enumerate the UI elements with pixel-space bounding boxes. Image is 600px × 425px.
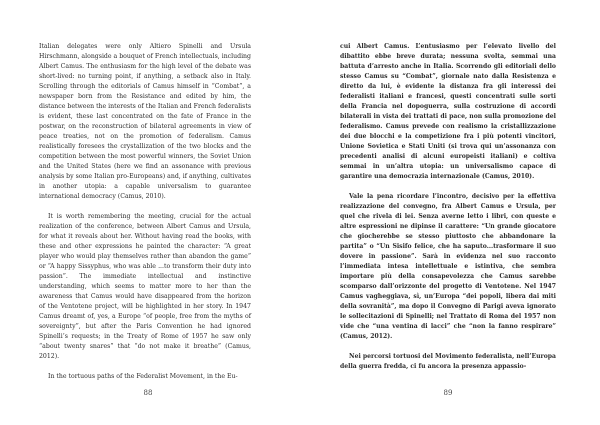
left-paragraph-2: It is worth remembering the meeting, crucial for the actual realization of the conference, between Albert Camus and Ursula, for what it reveals about her. Without having read the books, with these and other expressions he painted the character: “A great player who would play themselves rather than abandon the game” or “A happy Sissyphus, who was able ...to transform their duty into passion”. The immediate intellectual and instinctive understanding, which seems to matter more to her than the awareness that Camus would have disappeared from the horizon of the Ventotene project, will be highlighted in her story. In 1947 Camus dreamt of, yes, a Europe “of people, free from the myths of sovereignty”, but after the Paris Convention he had ignored Spinelli’s requests; in the Treaty of Rome of 1957 he saw only “about twenty snares” that “do not make it breathe” (Camus, 2012). (39, 213, 251, 360)
right-paragraph-1: cui Albert Camus. L’entusiasmo per l’elevato livello del dibattito ebbe breve durata; nessuna svolta, semmai una battuta d’arresto anche in Italia. Scorrendo gli editoriali dello stesso Camus su “Combat”, giornale nato dalla Resistenza e diretto da lui, è evidente la distanza fra gli interessi dei federalisti italiani e francesi, questi concentrati sulle sorti della Francia nel dopoguerra, sulla costruzione di accordi bilaterali in vista dei trattati di pace, non sulla promozione del federalismo. Camus prevede con realismo la cristallizzazione dei due blocchi e la competizione fra i più potenti vincitori, Unione Sovietica e Stati Uniti (si trova qui un’assonanza con precedenti analisi di alcuni europeisti italiani) e coltiva semmai in un’altra utopia: un universalismo capace di garantire una democrazia internazionale (Camus, 2010). (340, 43, 556, 180)
left-page-number: 88 (143, 389, 153, 397)
right-text-column (340, 42, 556, 372)
right-paragraph-3: Nei percorsi tortuosi del Movimento federalista, nell’Europa della guerra fredda, ci fu ancora la presenza appassio- (340, 353, 556, 370)
left-paragraph-1: Italian delegates were only Altiero Spinelli and Ursula Hirschmann, alongside a bouquet of French intellectuals, including Albert Camus. The enthusiasm for the high level of the debate was short-lived: no turning point, if anything, a setback also in Italy. Scrolling through the editorials of Camus himself in “Combat”, a newspaper born from the Resistance and edited by him, the distance between the interests of the Italian and French federalists is evident, these last concentrated on the fate of France in the postwar, on the reconstruction of bilateral agreements in view of peace treaties, not on the promotion of federalism. Camus realistically foresees the crystallization of the two blocks and the competition between the most powerful winners, the Soviet Union and the United States (here we find an assonance with previous analysis by some Italian pro-Europeans) and, if anything, cultivates in another utopia: a capable universalism to guarantee international democracy (Camus, 2010). (39, 43, 251, 200)
left-text-column (39, 42, 251, 382)
right-page (300, 0, 600, 425)
left-paragraph-3: In the tortuous paths of the Federalist Movement, in the Eu- (48, 373, 238, 380)
right-paragraph-2: Vale la pena ricordare l’incontro, decisivo per la effettiva realizzazione del convegno, fra Albert Camus e Ursula, per quel che rivela di lei. Senza averne letto i libri, con queste e altre espressioni ne dipinse il carattere: “Un grande giocatore che giocherebbe se stesso piuttosto che abbandonare la partita” o “Un Sisifo felice, che ha saputo...trasformare il suo dovere in passione”. Sarà in evidenza nel suo racconto l’immediata intesa intellettuale e istintiva, che sembra importare più della consapevolezza che Camus sarebbe scomparso dall’orizzonte del progetto di Ventotene. Nel 1947 Camus vagheggiava, sì, un’Europa “dei popoli, libera dai miti della sovranità”, ma dopo il Convegno di Parigi aveva ignorato le sollecitazioni di Spinelli; nel Trattato di Roma del 1957 non vide che “una ventina di lacci” che “non la fanno respirare” (Camus, 2012). (340, 193, 556, 340)
right-page-number: 89 (443, 389, 453, 397)
